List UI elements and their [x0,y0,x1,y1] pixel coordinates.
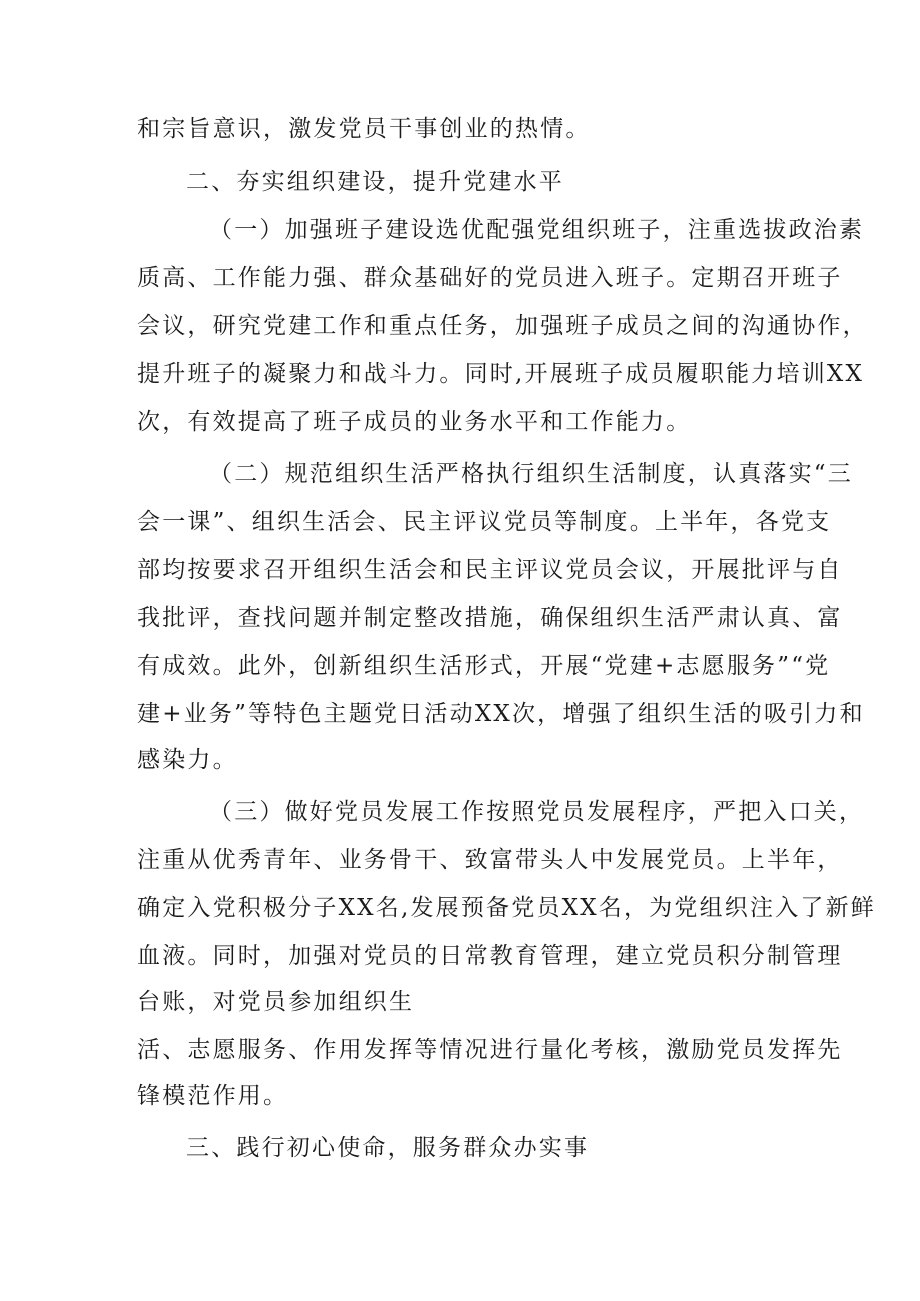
paragraph-line: （三）做好党员发展工作按照党员发展程序，严把入口关， [209,799,865,825]
paragraph-line: 注重从优秀青年、业务骨干、致富带头人中发展党员。上半年， [137,847,843,873]
paragraph-line: 活、志愿服务、作用发挥等情况进行量化考核，激励党员发挥先 [137,1037,843,1063]
paragraph-line: 确定入党积极分子XX名,发展预备党员XX名，为党组织注入了新鲜 [137,895,877,921]
paragraph-line: 建+业务”等特色主题党日活动XX次，增强了组织生活的吸引力和 [137,701,865,727]
paragraph-line: 提升班子的凝聚力和战斗力。同时,开展班子成员履职能力培训XX [137,361,865,387]
paragraph-line: 次，有效提高了班子成员的业务水平和工作能力。 [137,409,692,435]
paragraph-line: 质高、工作能力强、群众基础好的党员进入班子。定期召开班子 [137,265,843,291]
paragraph-line: 会议，研究党建工作和重点任务，加强班子成员之间的沟通协作， [137,313,868,339]
paragraph-line: 有成效。此外，创新组织生活形式，开展“党建+志愿服务”“党 [137,653,831,679]
paragraph-line: 感染力。 [137,747,238,773]
paragraph-line: 会一课”、组织生活会、民主评议党员等制度。上半年，各党支 [137,509,832,535]
section-heading-3: 三、践行初心使命，服务群众办实事 [186,1135,590,1161]
paragraph-line: 部均按要求召开组织生活会和民主评议党员会议，开展批评与自 [137,557,843,583]
paragraph-line: 我批评，查找问题并制定整改措施，确保组织生活严肃认真、富 [137,605,843,631]
paragraph-line: 和宗旨意识，激发党员干事创业的热情。 [137,116,591,142]
paragraph-line: 台账，对党员参加组织生 [137,989,415,1015]
paragraph-line: 血液。同时，加强对党员的日常教育管理，建立党员积分制管理 [137,943,843,969]
paragraph-line: 锋模范作用。 [137,1083,289,1109]
paragraph-line: （二）规范组织生活严格执行组织生活制度，认真落实“三 [209,461,853,487]
section-heading-2: 二、夯实组织建设，提升党建水平 [186,169,564,195]
paragraph-line: （一）加强班子建设选优配强党组织班子，注重选拔政治素 [209,217,865,243]
